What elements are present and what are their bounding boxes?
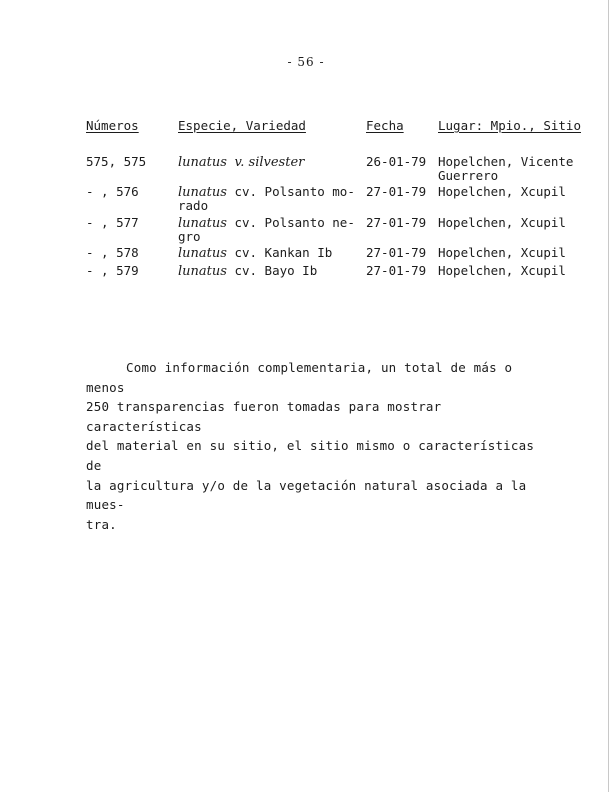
row-lugar: Hopelchen, Vicente (438, 154, 574, 169)
species-name: lunatus (178, 216, 227, 231)
page-number: - 56 - (287, 55, 325, 69)
variety-name: cv. Kankan Ib (234, 245, 333, 260)
row-fecha: 27-01-79 (366, 215, 427, 230)
row-lugar-cont: Guerrero (438, 168, 499, 183)
row-especie-cont: gro (178, 229, 201, 244)
species-name: lunatus (178, 246, 227, 261)
row-numero: - , 576 (86, 184, 139, 199)
row-fecha: 27-01-79 (366, 263, 427, 278)
variety-name: cv. Polsanto mo- (234, 184, 355, 199)
paragraph-line: del material en su sitio, el sitio mismo o características de (86, 438, 535, 473)
row-numero: - , 579 (86, 263, 139, 278)
row-fecha: 26-01-79 (366, 154, 427, 169)
row-especie-cont: rado (178, 198, 209, 213)
header-lugar: Lugar: Mpio., Sitio (438, 118, 581, 133)
row-fecha: 27-01-79 (366, 245, 427, 260)
header-numeros: Números (86, 118, 139, 133)
paragraph-line: la agricultura y/o de la vegetación natural asociada a la mues- (86, 477, 527, 513)
page-edge (608, 0, 609, 792)
row-numero: - , 578 (86, 245, 139, 260)
row-lugar: Hopelchen, Xcupil (438, 215, 566, 230)
paragraph-line: Como información complementaria, un total de más o menos (86, 360, 513, 395)
header-fecha: Fecha (366, 118, 404, 133)
row-numero: 575, 575 (86, 154, 147, 169)
header-especie: Especie, Variedad (178, 118, 306, 133)
row-fecha: 27-01-79 (366, 184, 427, 199)
row-lugar: Hopelchen, Xcupil (438, 263, 566, 278)
row-lugar: Hopelchen, Xcupil (438, 184, 566, 199)
species-name: lunatus (178, 264, 227, 279)
complementary-info-paragraph (86, 358, 556, 534)
row-especie (178, 155, 304, 170)
species-name: lunatus (178, 185, 227, 200)
variety-name: v. silvester (234, 155, 305, 170)
species-name: lunatus (178, 155, 227, 170)
variety-name: cv. Bayo Ib (234, 263, 318, 278)
paragraph-line: 250 transparencias fueron tomadas para mostrar características (86, 399, 442, 434)
row-numero: - , 577 (86, 215, 139, 230)
variety-name: cv. Polsanto ne- (234, 215, 355, 230)
row-lugar: Hopelchen, Xcupil (438, 245, 566, 260)
row-especie (178, 246, 332, 261)
paragraph-line: tra. (86, 516, 117, 532)
row-especie (178, 264, 317, 279)
row-especie (178, 216, 355, 231)
